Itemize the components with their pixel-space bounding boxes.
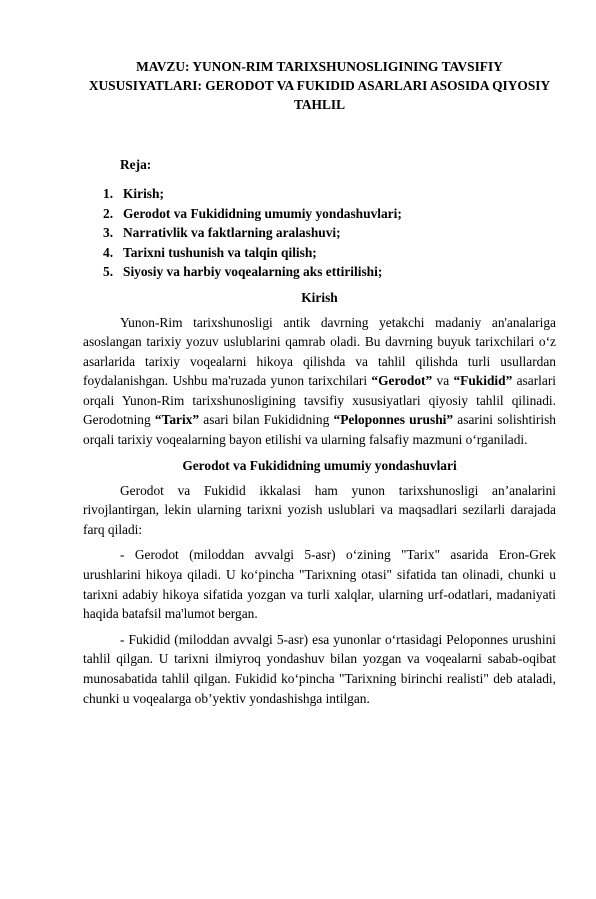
intro-paragraph [83, 313, 556, 450]
intro-text-part: asarlari orqali Yunon-Rim tarixshunosligining tavsifiy xususiyatlari qiyosiy tahlil qilinadi. Gerodotning [83, 373, 557, 428]
plan-item [103, 223, 556, 243]
intro-text-part: va [432, 373, 454, 389]
intro-text-part: Yunon-Rim tarixshunosligi antik davrning yetakchi madaniy an'analariga asoslangan tarixiy yozuv uslublarini qamrab oladi. Bu davrning buyuk tarixchilari o‘z asarlarida tarixiy voqealarni hikoya qilishda va tahlil qilishda turli usullardan foydalanishgan. Ushbu ma'ruzada yunon tarixchilari [83, 314, 556, 389]
intro-bold-peloponnes: “Peloponnes urushi” [333, 412, 454, 428]
fukidid-paragraph: - Fukidid (miloddan avvalgi 5-asr) esa yunonlar o‘rtasidagi Peloponnes urushini tahlil qilgan. U tarixni ilmiyroq yondashuv bilan yozgan va voqealarni sabab-oqibat munosabatida tahlil qilgan. Fukidid ko‘pincha "Tarixning birinchi realisti" deb ataladi, chunki u voqealarga ob’yektiv yondashishga intilgan. [83, 631, 556, 706]
intro-text-part: asarini solishtirish orqali tarixiy voqealarning bayon etilishi va ularning falsafiy mazmuni o‘rganiladi. [83, 412, 557, 448]
intro-text-part: asari bilan Fukididning [199, 412, 334, 428]
plan-item [103, 262, 556, 282]
plan-item-text: Tarixni tushunish va talqin qilish; [123, 244, 317, 260]
intro-bold-gerodot: “Gerodot” [371, 373, 433, 389]
plan-heading: Reja: [120, 157, 152, 172]
document-page [0, 57, 596, 899]
plan-item [103, 204, 556, 224]
plan-item-number: 4. [103, 244, 114, 260]
plan-item-text: Kirish; [123, 186, 164, 201]
plan-item [103, 184, 556, 204]
plan-item-text: Siyosiy va harbiy voqealarning aks ettirilishi; [123, 264, 383, 279]
intro-bold-tarix: “Tarix” [154, 412, 200, 428]
plan-item-number: 3. [103, 225, 114, 240]
intro-bold-fukidid: “Fukidid” [453, 373, 513, 389]
plan-item-text: Narrativlik va faktlarning aralashuvi; [123, 225, 341, 240]
approaches-paragraph: Gerodot va Fukidid ikkalasi ham yunon tarixshunosligi an’analarini rivojlantirgan, lekin ularning tarixni yozish uslublari va maqsadlari sezilarli darajada farq qiladi: [83, 482, 556, 537]
gerodot-paragraph: - Gerodot (miloddan avvalgi 5-asr) o‘zining "Tarix" asarida Eron-Grek urushlarini hikoya qiladi. U ko‘pincha "Tarixning otasi" sifatida tan olinadi, chunki u tarixni adabiy hikoya sifatida yozgan va turli xalqlar, ularning urf-odatlari, madaniyati haqida batafsil ma'lumot bergan. [83, 547, 556, 622]
plan-item-text: Gerodot va Fukididning umumiy yondashuvlari; [123, 205, 402, 221]
document-title: MAVZU: YUNON-RIM TARIXSHUNOSLIGINING TAVSIFIY XUSUSIYATLARI: GERODOT VA FUKIDID ASARLARI ASOSIDA QIYOSIY TAHLIL [88, 59, 551, 112]
plan-item-number: 2. [103, 205, 114, 221]
plan-list [83, 184, 556, 282]
plan-item-number: 1. [103, 186, 114, 201]
intro-heading: Kirish [301, 289, 338, 305]
plan-item-number: 5. [103, 264, 114, 279]
section-heading-approaches: Gerodot va Fukididning umumiy yondashuvlari [182, 457, 457, 473]
plan-item [103, 243, 556, 263]
